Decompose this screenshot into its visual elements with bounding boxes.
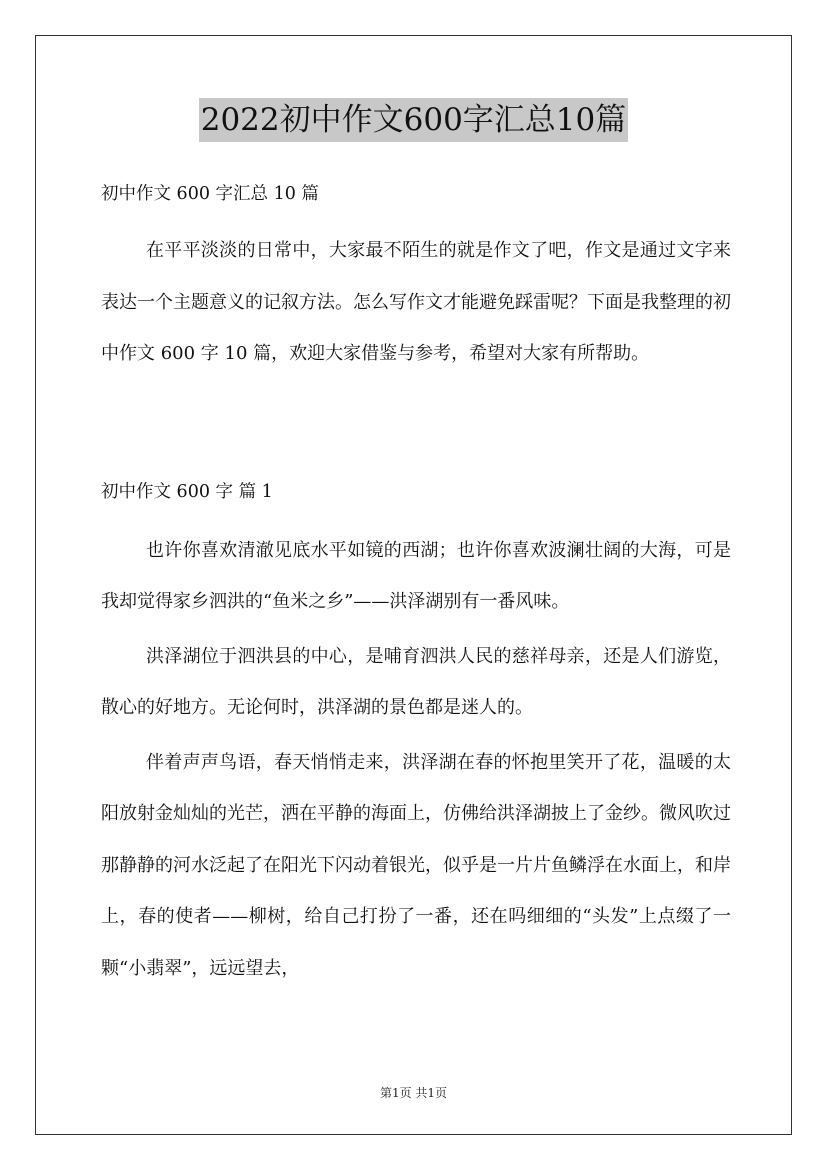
body-paragraph-1: 也许你喜欢清澈见底水平如镜的西湖；也许你喜欢波澜壮阔的大海，可是我却觉得家乡泗洪的“鱼米之乡”——洪泽湖别有一番风味。	[101, 539, 731, 612]
body-paragraph-3: 伴着声声鸟语，春天悄悄走来，洪泽湖在春的怀抱里笑开了花，温暖的太阳放射金灿灿的光芒，洒在平静的海面上，仿佛给洪泽湖披上了金纱。微风吹过那静静的河水泛起了在阳光下闪动着银光，似乎是一片片鱼鳞浮在水面上，和岸上，春的使者——柳树，给自己打扮了一番，还在吗细细的“头发”上点缀了一颗“小翡翠”，远远望去，	[101, 751, 731, 979]
body-paragraph-2: 洪泽湖位于泗洪县的中心，是哺育泗洪人民的慈祥母亲，还是人们游览，散心的好地方。无论何时，洪泽湖的景色都是迷人的。	[101, 645, 731, 718]
section-body	[101, 525, 731, 995]
document-subtitle: 初中作文 600 字汇总 10 篇	[101, 184, 319, 204]
title-container	[0, 98, 827, 142]
section-heading: 初中作文 600 字 篇 1	[101, 481, 273, 502]
intro-block	[101, 225, 731, 380]
document-body	[101, 170, 731, 994]
intro-paragraph: 在平平淡淡的日常中，大家最不陌生的就是作文了吧，作文是通过文字来表达一个主题意义的记叙方法。怎么写作文才能避免踩雷呢？下面是我整理的初中作文 600 字 10 篇，欢迎大家借鉴与参考，希望对大家有所帮助。	[101, 240, 731, 364]
page-footer: 第1页 共1页	[379, 1086, 448, 1100]
document-title: 2022初中作文600字汇总10篇	[199, 98, 629, 142]
